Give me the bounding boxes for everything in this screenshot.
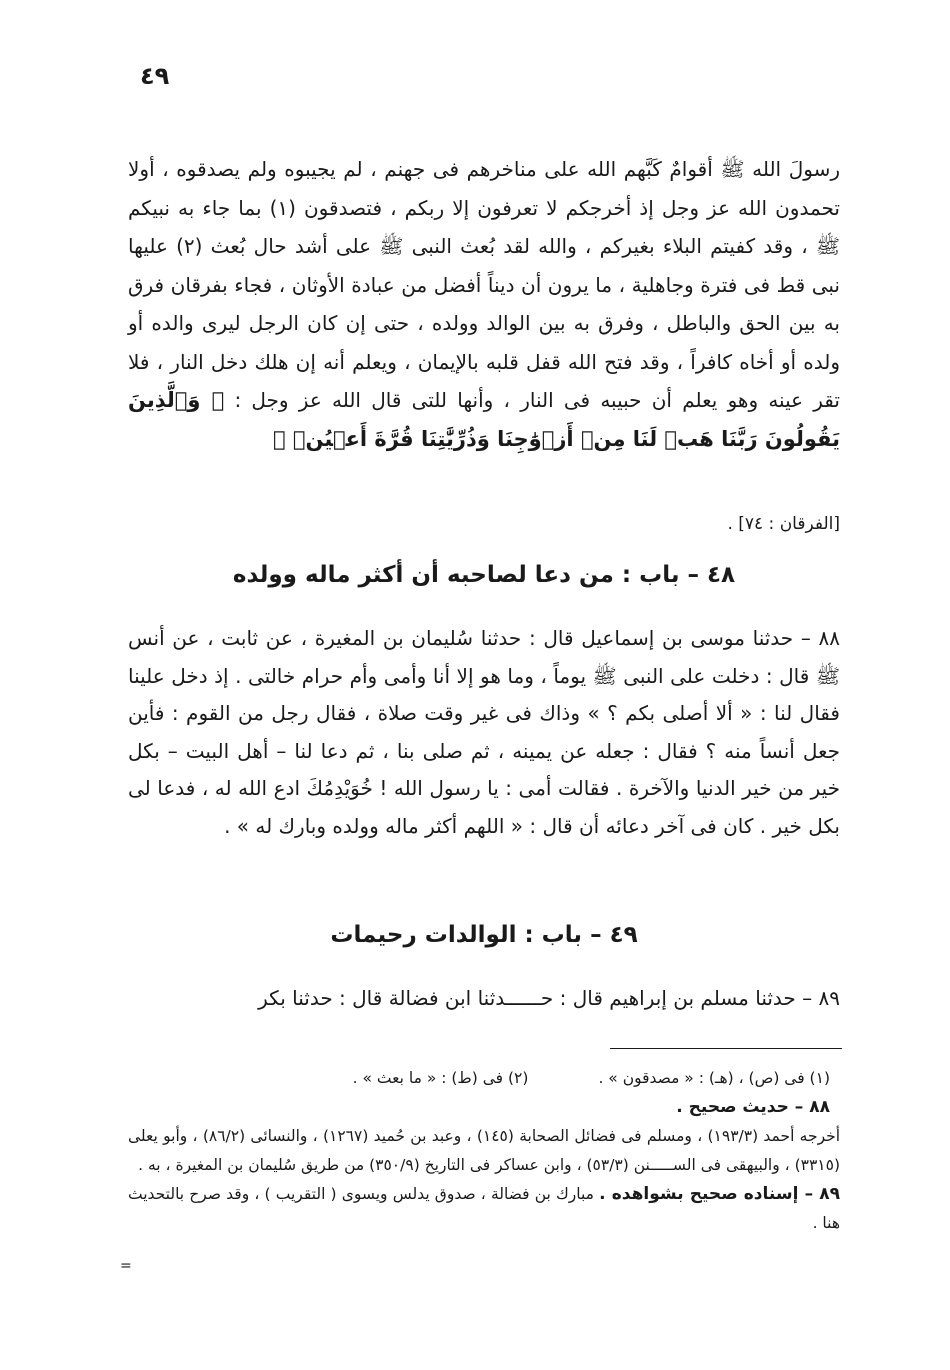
hadith-89-note: مبارك بن فضالة ، صدوق يدلس ويسوى ( التقريب ) ، وقد صرح بالتحديث هنا . — [128, 1185, 840, 1232]
hadith-89-grade: ٨٩ – إسناده صحيح بشواهده . — [599, 1184, 840, 1204]
hadith-88 — [128, 620, 840, 845]
continuation-mark: = — [120, 1258, 132, 1274]
main-paragraph — [128, 150, 840, 458]
hadith-88-text: ٨٨ – حدثنا موسى بن إسماعيل قال : حدثنا سُليمان بن المغيرة ، عن ثابت ، عن أنس ﷺ قال : دخلت على النبى ﷺ يوماً ، وما هو إلا أنا وأمى وأم حرام خالتى . إذ دخل علينا فقال لنا : « ألا أصلى بكم ؟ » وذاك فى غير وقت صلاة ، فقال رجل من القوم : فأين جعل أنساً منه ؟ فقال : جعله عن يمينه ، ثم صلى بنا ، ثم دعا لنا – أهل البيت – بكل خير من خير الدنيا والآخرة . فقالت أمى : يا رسول الله ! خُوَيْدِمُكَ ادع الله له ، فدعا لى بكل خير . كان فى آخر دعائه أن قال : « اللهم أكثر ماله وولده وبارك له » . — [128, 626, 840, 838]
footnote-1: (١) فى (ص) ، (هـ) : « مصدقون » . — [598, 1069, 830, 1087]
section-title-49: ٤٩ – باب : الوالدات رحيمات — [330, 922, 638, 948]
quran-verse: ﴿ وَٱلَّذِينَ يَقُولُونَ رَبَّنَا هَبۡ لَنَا مِنۡ أَزۡوَٰجِنَا وَذُرِّيَّٰتِنَا قُرَّةَ أَعۡيُنٖ ﴾ — [128, 388, 840, 451]
quran-reference: [الفرقان : ٧٤] . — [727, 514, 840, 534]
section-title-48: ٤٨ – باب : من دعا لصاحبه أن أكثر ماله وولده — [232, 562, 736, 588]
footnotes — [128, 1064, 840, 1238]
hadith-89-text: ٨٩ – حدثنا مسلم بن إبراهيم قال : حــــــدثنا ابن فضالة قال : حدثنا بكر — [258, 986, 840, 1010]
hadith-88-takhrij: أخرجه أحمد (١٩٣/٣) ، ومسلم فى فضائل الصحابة (١٤٥) ، وعبد بن حُميد (١٢٦٧) ، والنسائى (٨٦/٢) ، وأبو يعلى (٣٣١٥) ، والبيهقى فى الســـــنن (٥٣/٣) ، وابن عساكر فى التاريخ (٣٥٠/٩) من طريق سُليمان بن المغيرة ، به . — [128, 1127, 841, 1174]
footnote-row — [128, 1064, 840, 1093]
main-body-text: رسولَ الله ﷺ أقوامٌ كَبَّهم الله على مناخرهم فى جهنم ، لم يجيبوه ولم يصدقوه ، أولا تحمدون الله عز وجل إذ أخرجكم لا تعرفون إلا ربكم ، فتصدقون (١) بما جاء به نبيكم ﷺ ، وقد كفيتم البلاء بغيركم ، والله لقد بُعث النبى ﷺ على أشد حال بُعث (٢) عليها نبى قط فى فترة وجاهلية ، ما يرون أن ديناً أفضل من عبادة الأوثان ، فجاء بفرقان فرق به بين الحق والباطل ، وفرق به بين الوالد وولده ، حتى إن كان الرجل ليرى والده أو ولده أو أخاه كافراً ، وقد فتح الله قفل قلبه بالإيمان ، ويعلم أنه إن هلك دخل النار ، فلا تقر عينه وهو يعلم أن حبيبه فى النار ، وأنها للتى قال الله عز وجل : — [128, 157, 840, 412]
page-number: ٤٩ — [140, 62, 170, 90]
footnote-divider — [610, 1048, 842, 1049]
footnote-2: (٢) فى (ط) : « ما بعث » . — [352, 1069, 529, 1087]
hadith-88-grade: ٨٨ – حديث صحيح . — [676, 1097, 830, 1117]
hadith-89-footnote — [128, 1180, 840, 1238]
hadith-89 — [128, 980, 840, 1016]
